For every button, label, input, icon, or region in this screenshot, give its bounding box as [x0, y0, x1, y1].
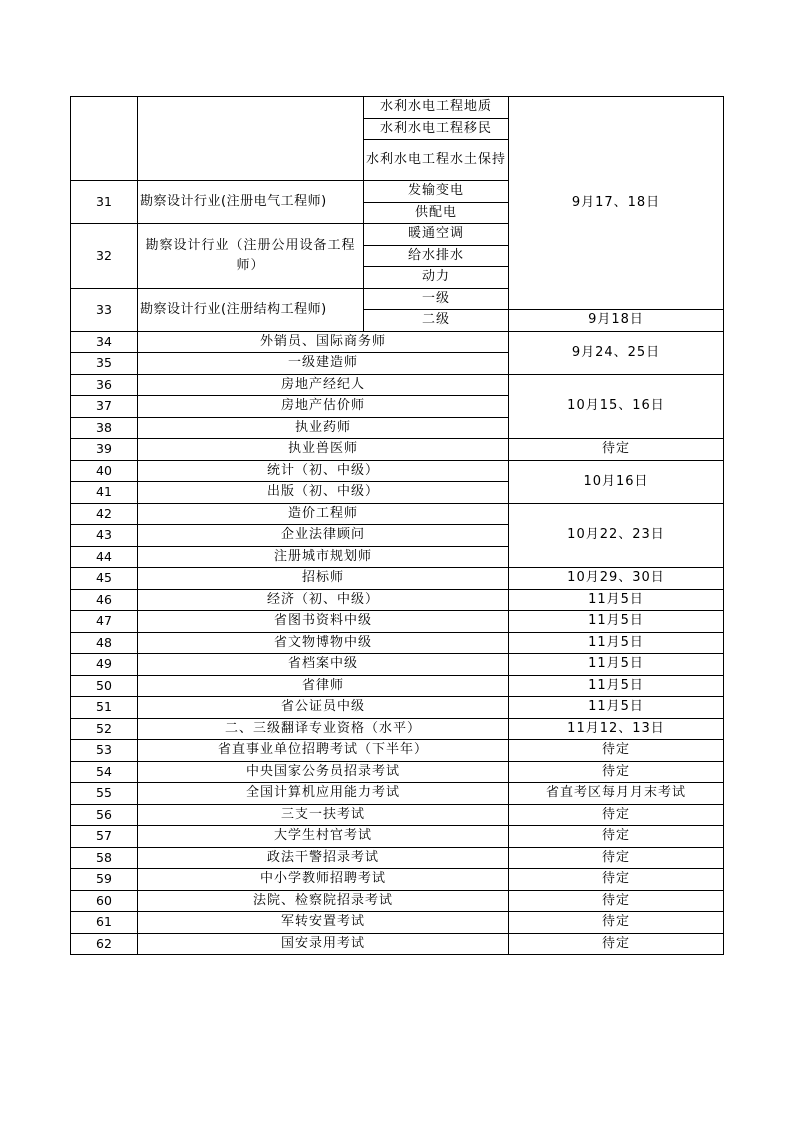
exam-name-cell: 注册城市规划师 [138, 546, 509, 568]
exam-date-cell: 9月24、25日 [509, 331, 724, 374]
exam-name-cell: 法院、检察院招录考试 [138, 890, 509, 912]
exam-date-cell: 待定 [509, 912, 724, 934]
specialty-cell: 一级 [364, 288, 509, 310]
specialty-cell: 供配电 [364, 202, 509, 224]
exam-date-cell: 11月5日 [509, 611, 724, 633]
specialty-cell: 暖通空调 [364, 224, 509, 246]
number-cell: 52 [71, 718, 138, 740]
exam-name-cell: 中央国家公务员招录考试 [138, 761, 509, 783]
exam-date-cell: 11月5日 [509, 632, 724, 654]
table-row [71, 718, 724, 740]
number-cell: 46 [71, 589, 138, 611]
number-cell: 33 [71, 288, 138, 331]
number-cell: 58 [71, 847, 138, 869]
exam-date-cell: 10月16日 [509, 460, 724, 503]
exam-name-cell: 大学生村官考试 [138, 826, 509, 848]
exam-name-cell: 企业法律顾问 [138, 525, 509, 547]
exam-name-cell: 二、三级翻译专业资格（水平） [138, 718, 509, 740]
number-cell: 41 [71, 482, 138, 504]
specialty-cell: 水利水电工程移民 [364, 118, 509, 140]
exam-date-cell: 待定 [509, 761, 724, 783]
exam-date-cell: 省直考区每月月末考试 [509, 783, 724, 805]
exam-date-cell: 待定 [509, 804, 724, 826]
number-cell: 48 [71, 632, 138, 654]
exam-date-cell: 待定 [509, 933, 724, 955]
exam-date-cell: 11月5日 [509, 697, 724, 719]
exam-name-cell: 造价工程师 [138, 503, 509, 525]
table-row [71, 826, 724, 848]
exam-name-cell: 政法干警招录考试 [138, 847, 509, 869]
exam-name-cell: 执业药师 [138, 417, 509, 439]
number-cell: 39 [71, 439, 138, 461]
number-cell: 50 [71, 675, 138, 697]
exam-name-cell: 省直事业单位招聘考试（下半年） [138, 740, 509, 762]
table-row [71, 632, 724, 654]
table-row [71, 654, 724, 676]
number-cell: 37 [71, 396, 138, 418]
number-cell: 56 [71, 804, 138, 826]
exam-name-cell: 省文物博物中级 [138, 632, 509, 654]
table-row [71, 890, 724, 912]
table-row [71, 439, 724, 461]
exam-date-cell: 10月15、16日 [509, 374, 724, 439]
exam-name-cell: 房地产经纪人 [138, 374, 509, 396]
number-cell: 53 [71, 740, 138, 762]
exam-date-cell: 待定 [509, 439, 724, 461]
exam-name-cell: 省图书资料中级 [138, 611, 509, 633]
table-row [71, 804, 724, 826]
exam-date-cell: 9月18日 [509, 310, 724, 332]
table-row [71, 589, 724, 611]
number-cell: 38 [71, 417, 138, 439]
exam-date-cell: 待定 [509, 740, 724, 762]
number-cell: 36 [71, 374, 138, 396]
number-cell: 60 [71, 890, 138, 912]
number-cell: 34 [71, 331, 138, 353]
exam-name-cell: 全国计算机应用能力考试 [138, 783, 509, 805]
table-row [71, 847, 724, 869]
table-row [71, 97, 724, 119]
exam-date-cell: 待定 [509, 847, 724, 869]
exam-name-cell: 勘察设计行业(注册电气工程师) [138, 181, 364, 224]
table-row [71, 611, 724, 633]
exam-name-cell: 勘察设计行业(注册结构工程师) [138, 288, 364, 331]
exam-date-cell: 9月17、18日 [509, 97, 724, 310]
specialty-cell: 给水排水 [364, 245, 509, 267]
number-cell: 32 [71, 224, 138, 289]
exam-name-cell: 军转安置考试 [138, 912, 509, 934]
number-cell: 59 [71, 869, 138, 891]
table-row [71, 783, 724, 805]
exam-name-cell: 省档案中级 [138, 654, 509, 676]
table-row [71, 568, 724, 590]
exam-name-cell: 招标师 [138, 568, 509, 590]
number-cell: 44 [71, 546, 138, 568]
exam-date-cell: 待定 [509, 890, 724, 912]
number-cell-empty [71, 97, 138, 181]
exam-name-cell: 外销员、国际商务师 [138, 331, 509, 353]
number-cell: 47 [71, 611, 138, 633]
number-cell: 40 [71, 460, 138, 482]
exam-date-cell: 11月12、13日 [509, 718, 724, 740]
table-row [71, 912, 724, 934]
exam-date-cell: 11月5日 [509, 675, 724, 697]
table-row [71, 331, 724, 353]
exam-date-cell: 11月5日 [509, 654, 724, 676]
number-cell: 31 [71, 181, 138, 224]
table-row [71, 675, 724, 697]
number-cell: 51 [71, 697, 138, 719]
specialty-cell: 动力 [364, 267, 509, 289]
number-cell: 42 [71, 503, 138, 525]
specialty-cell: 二级 [364, 310, 509, 332]
exam-date-cell: 待定 [509, 826, 724, 848]
number-cell: 49 [71, 654, 138, 676]
specialty-cell: 发输变电 [364, 181, 509, 203]
number-cell: 61 [71, 912, 138, 934]
exam-name-cell-empty [138, 97, 364, 181]
specialty-cell: 水利水电工程水土保持 [364, 140, 509, 181]
exam-date-cell: 10月29、30日 [509, 568, 724, 590]
exam-date-cell: 10月22、23日 [509, 503, 724, 568]
number-cell: 35 [71, 353, 138, 375]
table-row [71, 460, 724, 482]
exam-name-cell: 房地产估价师 [138, 396, 509, 418]
number-cell: 45 [71, 568, 138, 590]
exam-name-cell: 中小学教师招聘考试 [138, 869, 509, 891]
number-cell: 43 [71, 525, 138, 547]
exam-name-cell: 三支一扶考试 [138, 804, 509, 826]
exam-name-cell: 勘察设计行业（注册公用设备工程师） [138, 224, 364, 289]
exam-date-cell: 11月5日 [509, 589, 724, 611]
exam-name-cell: 国安录用考试 [138, 933, 509, 955]
specialty-cell: 水利水电工程地质 [364, 97, 509, 119]
exam-date-cell: 待定 [509, 869, 724, 891]
table-row [71, 503, 724, 525]
exam-schedule-body [71, 97, 724, 955]
exam-name-cell: 经济（初、中级） [138, 589, 509, 611]
exam-name-cell: 一级建造师 [138, 353, 509, 375]
number-cell: 57 [71, 826, 138, 848]
exam-name-cell: 省公证员中级 [138, 697, 509, 719]
table-row [71, 761, 724, 783]
table-row [71, 869, 724, 891]
exam-schedule-table [70, 96, 724, 955]
exam-name-cell: 统计（初、中级） [138, 460, 509, 482]
number-cell: 54 [71, 761, 138, 783]
table-row [71, 740, 724, 762]
table-row [71, 374, 724, 396]
table-row [71, 697, 724, 719]
exam-name-cell: 执业兽医师 [138, 439, 509, 461]
number-cell: 62 [71, 933, 138, 955]
exam-name-cell: 省律师 [138, 675, 509, 697]
number-cell: 55 [71, 783, 138, 805]
exam-name-cell: 出版（初、中级） [138, 482, 509, 504]
table-row [71, 933, 724, 955]
